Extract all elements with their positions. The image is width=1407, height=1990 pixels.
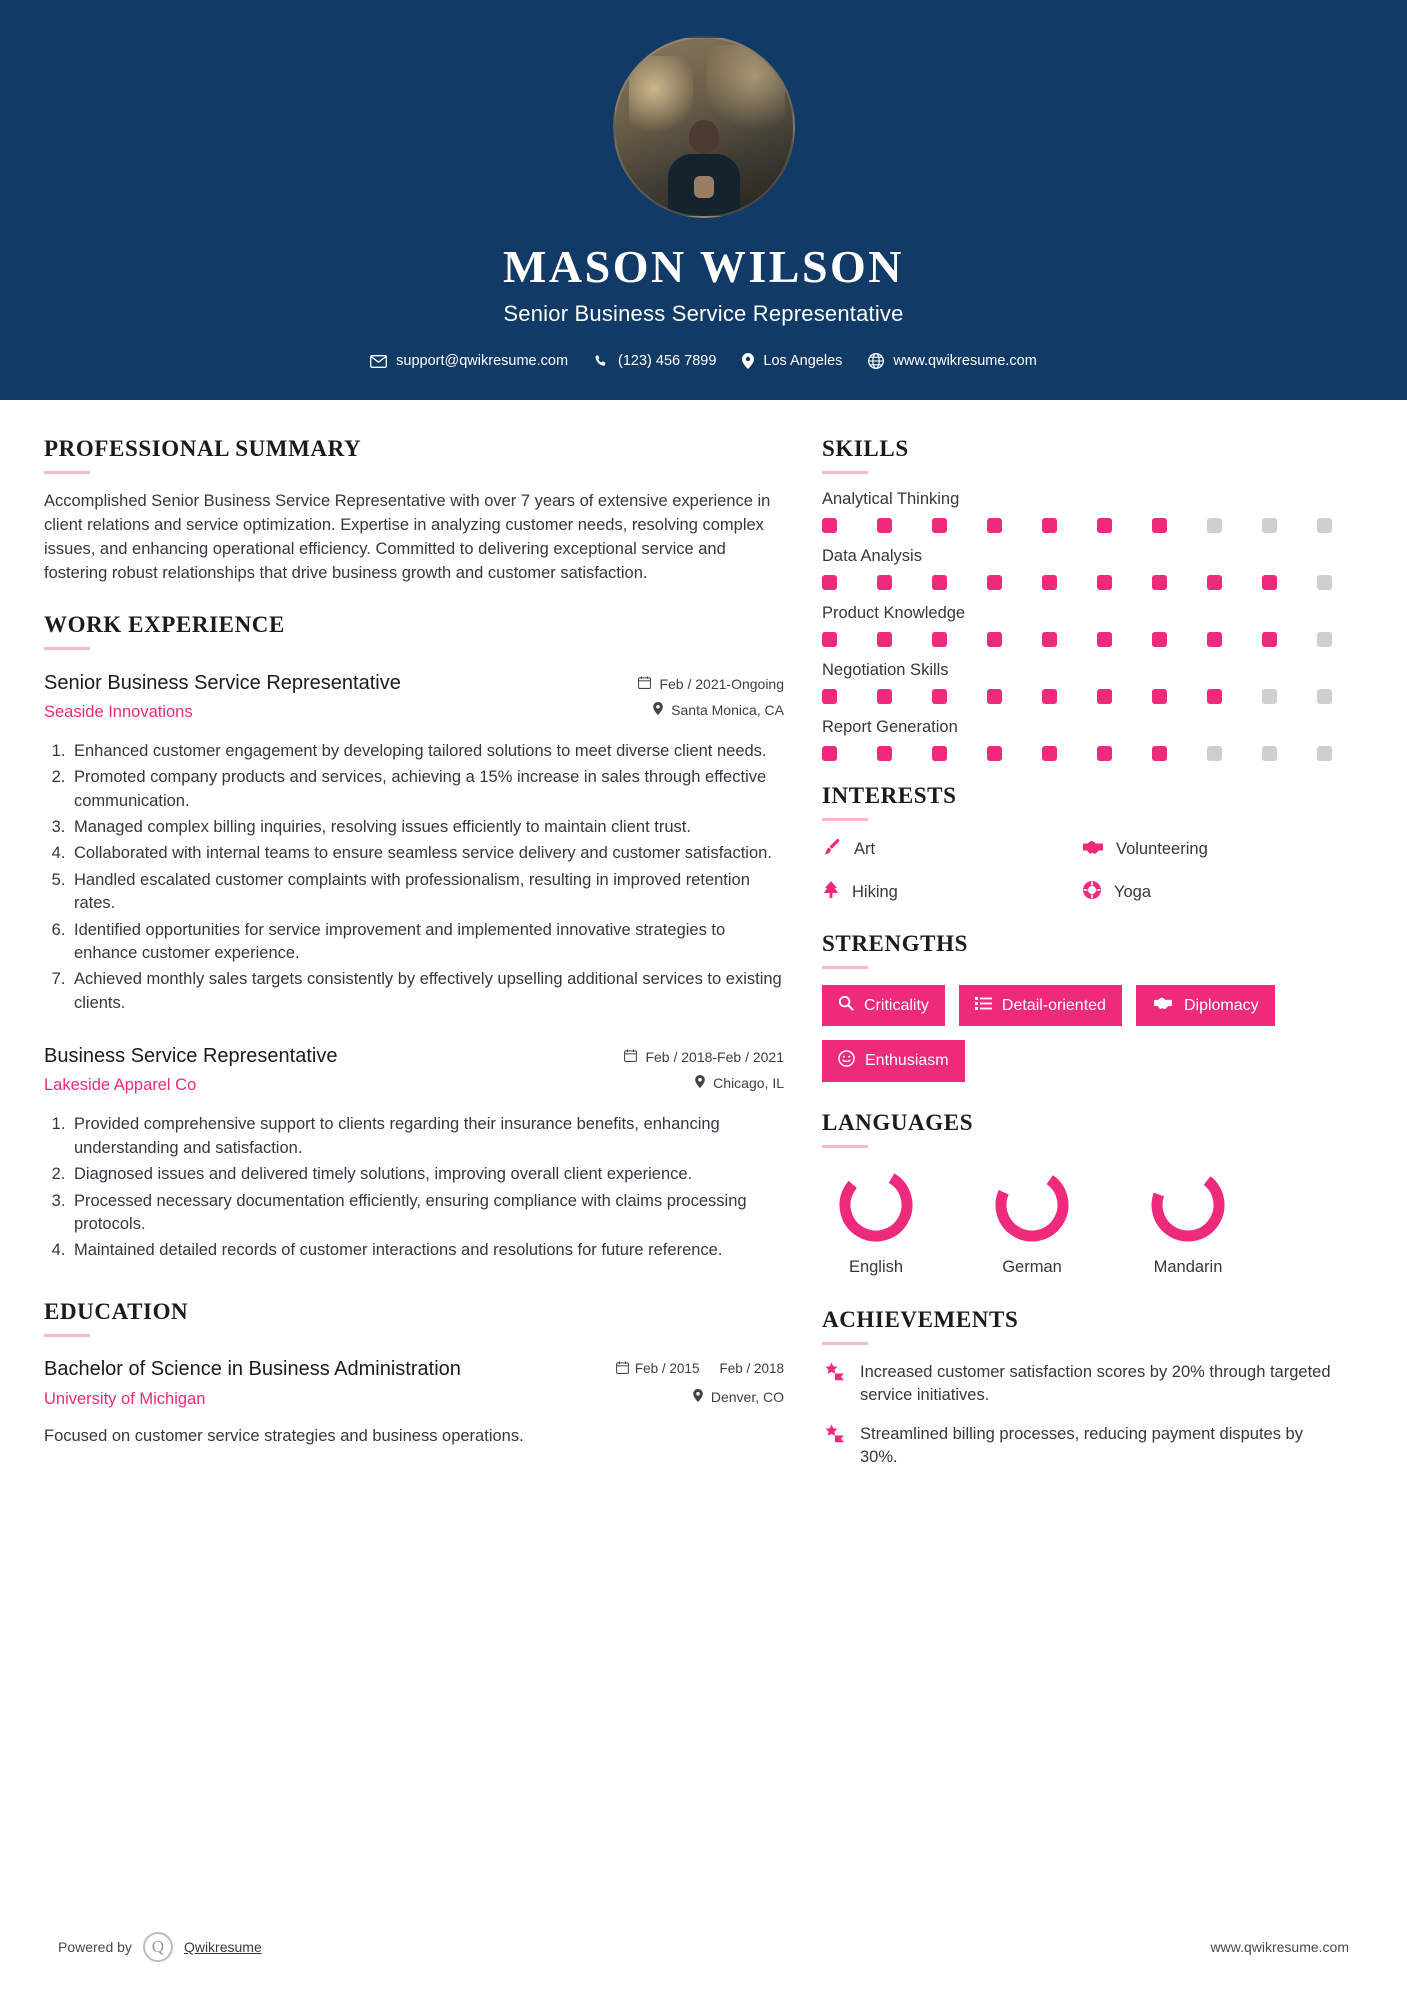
section-interests: [822, 783, 1342, 905]
left-column: [44, 436, 784, 1485]
contact-location-text: Los Angeles: [763, 353, 843, 369]
interest-item: [1082, 837, 1342, 862]
language-label: Mandarin: [1153, 1258, 1223, 1276]
education-school: University of Michigan: [44, 1389, 206, 1408]
list-item: 4. Collaborated with internal teams to ensure seamless service delivery and customer satisfaction.: [70, 842, 784, 865]
interest-label: Hiking: [852, 883, 898, 901]
skill-label: Report Generation: [822, 718, 958, 736]
interest-label: Volunteering: [1116, 840, 1208, 858]
strength-label: Enthusiasm: [865, 1052, 949, 1069]
list-item: 3. Processed necessary documentation efficiently, ensuring compliance with claims processing protocols.: [70, 1190, 784, 1237]
education-heading: EDUCATION: [44, 1298, 189, 1324]
qwikresume-logo-icon: Q: [143, 1932, 173, 1962]
section-divider: [822, 1145, 868, 1148]
star-badge-icon: [822, 1361, 846, 1388]
education-date-start: Feb / 2015: [634, 1361, 700, 1377]
contact-email[interactable]: [370, 353, 568, 369]
magnifier-icon: [838, 995, 854, 1016]
skill-label: Analytical Thinking: [822, 490, 960, 508]
contact-website[interactable]: [868, 353, 1036, 369]
interest-item: [822, 880, 1082, 905]
interests-heading: INTERESTS: [822, 783, 957, 808]
right-column: [822, 436, 1342, 1485]
section-work-experience: [44, 612, 784, 1263]
job-dates-text: Feb / 2021-Ongoing: [659, 675, 784, 692]
list-item: 2. Diagnosed issues and delivered timely solutions, improving overall client experience.: [70, 1163, 784, 1186]
education-entry: [44, 1357, 784, 1446]
qwikresume-link[interactable]: Qwikresume: [183, 1939, 262, 1955]
language-progress-ring: [1147, 1164, 1229, 1246]
education-dates: [564, 1361, 784, 1377]
powered-by-label: Powered by: [58, 1939, 132, 1955]
contact-website-text: www.qwikresume.com: [893, 353, 1037, 369]
skill-item: [822, 490, 1342, 533]
achievement-text: Streamlined billing processes, reducing payment disputes by 30%.: [860, 1425, 1303, 1467]
phone-icon: [594, 354, 609, 369]
language-label: German: [1002, 1258, 1062, 1276]
page-title: MASON WILSON: [502, 241, 905, 292]
section-divider: [44, 471, 90, 474]
calendar-icon: [616, 1361, 629, 1377]
strength-badge: [1136, 985, 1275, 1026]
job-role: Business Service Representative: [44, 1045, 338, 1068]
strength-badge: [822, 985, 945, 1026]
strengths-heading: STRENGTHS: [822, 931, 969, 956]
contact-phone-text: (123) 456 7899: [618, 353, 717, 369]
job-company: Seaside Innovations: [44, 702, 193, 721]
list-item: 1. Enhanced customer engagement by developing tailored solutions to meet diverse client needs.: [70, 740, 784, 763]
powered-by: [58, 1932, 262, 1962]
achievement-item: [822, 1423, 1342, 1469]
language-item: [978, 1164, 1086, 1277]
languages-heading: LANGUAGES: [822, 1110, 974, 1135]
strength-label: Criticality: [864, 996, 929, 1014]
section-achievements: [822, 1307, 1342, 1469]
header-job-title: Senior Business Service Representative: [503, 301, 904, 326]
skill-item: [822, 547, 1342, 590]
resume-body: [0, 400, 1407, 1485]
skill-label: Negotiation Skills: [822, 661, 949, 679]
location-pin-icon: [693, 1389, 703, 1405]
smiley-icon: [838, 1050, 855, 1072]
skill-rating: [822, 518, 1332, 533]
contact-row: [0, 353, 1407, 369]
avatar: [613, 36, 795, 218]
skill-item: [822, 718, 1342, 761]
summary-heading: PROFESSIONAL SUMMARY: [44, 436, 362, 461]
summary-text: Accomplished Senior Business Service Representative with over 7 years of extensive experience in client relations and service optimization. Expertise in analyzing customer needs, resolving complex issues, and enhancing operational efficiency. Committed to delivering exceptional service and fostering robust relationships that drive business growth and customer satisfaction.: [44, 492, 771, 582]
interest-label: Yoga: [1114, 883, 1152, 901]
language-item: [822, 1164, 930, 1277]
tree-icon: [822, 880, 840, 905]
handshake-icon: [1152, 995, 1174, 1016]
job-location: [564, 702, 784, 718]
skill-rating: [822, 632, 1332, 647]
job-location-text: Chicago, IL: [713, 1075, 784, 1092]
section-divider: [44, 1334, 90, 1337]
location-pin-icon: [742, 353, 754, 369]
section-divider: [822, 966, 868, 969]
contact-email-text: support@qwikresume.com: [396, 353, 569, 369]
skill-rating: [822, 746, 1332, 761]
interest-item: [822, 837, 1082, 862]
star-badge-icon: [822, 1423, 846, 1450]
section-divider: [44, 647, 90, 650]
job-dates-text: Feb / 2018-Feb / 2021: [645, 1049, 784, 1066]
strength-label: Diplomacy: [1183, 996, 1259, 1014]
job-dates: [564, 1049, 784, 1065]
language-progress-ring: [991, 1164, 1073, 1246]
education-location: [564, 1389, 784, 1405]
work-heading: WORK EXPERIENCE: [44, 611, 285, 637]
job-dates: [564, 676, 784, 692]
list-item: 2. Promoted company products and services, achieving a 15% increase in sales through effective communication.: [70, 766, 784, 813]
achievement-text: Increased customer satisfaction scores by 20% through targeted service initiatives.: [860, 1363, 1331, 1405]
lotus-icon: [1082, 880, 1102, 905]
job-bullets: [44, 740, 784, 1016]
skills-heading: SKILLS: [822, 436, 909, 461]
achievements-heading: ACHIEVEMENTS: [822, 1307, 1019, 1332]
job-bullets: [44, 1113, 784, 1263]
skill-item: [822, 604, 1342, 647]
list-item: 4. Maintained detailed records of customer interactions and resolutions for future reference.: [70, 1239, 784, 1262]
section-divider: [822, 818, 868, 821]
skill-rating: [822, 575, 1332, 590]
section-divider: [822, 471, 868, 474]
education-degree: Bachelor of Science in Business Administration: [44, 1357, 461, 1380]
calendar-icon: [638, 676, 651, 692]
job-role: Senior Business Service Representative: [44, 671, 401, 694]
skill-label: Data Analysis: [822, 547, 922, 565]
footer-website[interactable]: www.qwikresume.com: [1210, 1939, 1349, 1955]
education-description: Focused on customer service strategies and business operations.: [44, 1426, 524, 1445]
skill-item: [822, 661, 1342, 704]
strength-label: Detail-oriented: [1001, 996, 1106, 1014]
section-languages: [822, 1110, 1342, 1277]
list-icon: [975, 996, 992, 1016]
contact-phone[interactable]: [594, 353, 716, 369]
contact-location[interactable]: [742, 353, 842, 369]
section-strengths: [822, 931, 1342, 1082]
job-entry: [44, 672, 784, 1016]
section-professional-summary: [44, 436, 784, 586]
list-item: 7. Achieved monthly sales targets consistently by effectively upselling additional services to existing clients.: [70, 968, 784, 1015]
job-location: [564, 1075, 784, 1091]
interest-item: [1082, 880, 1342, 905]
list-item: 5. Handled escalated customer complaints with professionalism, resulting in improved retention rates.: [70, 869, 784, 916]
job-location-text: Santa Monica, CA: [671, 701, 784, 718]
strength-badge: [959, 985, 1122, 1026]
footer: [0, 1932, 1407, 1990]
language-item: [1134, 1164, 1242, 1277]
list-item: 6. Identified opportunities for service improvement and implemented innovative strategies to enhance customer experience.: [70, 919, 784, 966]
envelope-icon: [370, 355, 387, 368]
job-entry: [44, 1045, 784, 1263]
strength-badge: [822, 1040, 965, 1082]
education-location-text: Denver, CO: [710, 1388, 784, 1405]
section-divider: [822, 1342, 868, 1345]
skill-label: Product Knowledge: [822, 604, 966, 622]
list-item: 3. Managed complex billing inquiries, resolving issues efficiently to maintain client trust.: [70, 816, 784, 839]
achievement-item: [822, 1361, 1342, 1407]
calendar-icon: [624, 1049, 637, 1065]
globe-icon: [868, 353, 884, 369]
paintbrush-icon: [822, 837, 842, 862]
section-skills: [822, 436, 1342, 761]
section-education: [44, 1299, 784, 1446]
skill-rating: [822, 689, 1332, 704]
job-company: Lakeside Apparel Co: [44, 1076, 197, 1095]
language-label: English: [848, 1258, 904, 1276]
resume-header: [0, 0, 1407, 400]
language-progress-ring: [835, 1164, 917, 1246]
list-item: 1. Provided comprehensive support to clients regarding their insurance benefits, enhancing understanding and satisfaction.: [70, 1113, 784, 1160]
location-pin-icon: [653, 702, 663, 718]
location-pin-icon: [695, 1075, 705, 1091]
education-date-end: Feb / 2018: [719, 1361, 784, 1377]
interest-label: Art: [854, 840, 876, 858]
handshake-icon: [1082, 838, 1104, 861]
